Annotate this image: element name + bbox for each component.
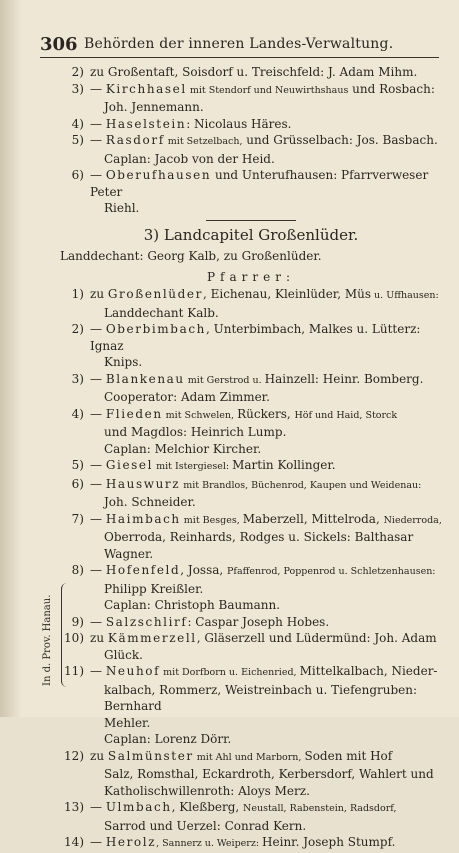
prev-chapter-entry	[60, 167, 442, 217]
entry-continuation: Knips.	[104, 355, 143, 369]
entry-number: 5)	[71, 133, 84, 147]
entry-text: —	[90, 322, 106, 336]
parish-name: Hauswurz	[105, 476, 181, 491]
entry-number: 5)	[71, 458, 84, 472]
entry-text: , Unterbimbach, Malkes u. Lütterz: Ignaz	[90, 322, 421, 353]
parish-name: Herolz	[105, 835, 157, 849]
parish-name: Salzschlirf	[105, 614, 188, 629]
filial-places: , Sannerz u. Weiperz:	[156, 838, 263, 849]
entry-number: 14)	[64, 835, 84, 849]
entry-text: Maberzell, Mittelroda,	[242, 511, 384, 526]
prev-chapter-entry	[60, 116, 442, 133]
parish-name: Oberbimbach	[105, 322, 206, 336]
parish-name: Kämmerzell	[107, 631, 197, 645]
pfarrer-entry	[60, 457, 442, 476]
entry-first-line	[60, 799, 442, 818]
filial-places: Neustall, Rabenstein, Radsdorf,	[243, 803, 397, 814]
entry-text: —	[90, 511, 106, 526]
pfarrer-entry	[60, 630, 442, 663]
parish-name: Giesel	[105, 458, 154, 472]
entry-number: 13)	[64, 800, 84, 814]
entry-text: zu	[90, 287, 108, 301]
pfarrer-entry	[60, 511, 442, 563]
entry-first-line	[60, 562, 442, 581]
filial-places: mit Dorfborn u. Eichenried,	[160, 667, 300, 678]
entry-text: Martin Kollinger.	[232, 458, 336, 472]
entry-continuation: Riehl.	[104, 201, 140, 215]
entry-text: —	[90, 800, 106, 814]
pfarrer-heading: Pfarrer:	[206, 269, 296, 284]
pfarrer-entry	[60, 799, 442, 834]
page-number: 306	[40, 34, 78, 55]
entry-text: —	[90, 81, 106, 96]
entry-number: 11)	[64, 664, 84, 678]
prev-chapter-entry	[60, 132, 442, 167]
entry-text: —	[90, 614, 106, 629]
filial-places: mit Gerstrod u.	[184, 374, 265, 386]
entry-continuation: Caplan: Jacob von der Heid.	[104, 151, 275, 166]
entry-continuation: Salz, Romsthal, Eckardroth, Kerbersdorf, Wahlert und	[104, 767, 434, 781]
entry-text: , Gläserzell und Lüdermünd: Joh. Adam	[196, 631, 437, 645]
entry-text: —	[90, 406, 106, 421]
entry-number: 2)	[71, 322, 84, 336]
page-gutter-shadow	[0, 0, 22, 717]
entry-text: Soden mit Hof	[304, 748, 393, 763]
entry-text: und Rosbach:	[348, 81, 435, 96]
entry-number: 10)	[64, 631, 84, 645]
filial-places: mit Besges,	[180, 514, 243, 526]
pfarrer-entry	[60, 406, 442, 458]
entry-first-line	[60, 663, 442, 682]
entry-continuation: Sarrod und Uerzel: Conrad Kern.	[104, 818, 307, 833]
entry-first-line	[60, 371, 442, 390]
prev-chapter-entry	[60, 81, 442, 116]
entry-first-line	[60, 614, 442, 631]
running-head: Behörden der inneren Landes-Verwaltung.	[84, 36, 394, 52]
entry-number: 3)	[71, 371, 84, 386]
parish-name: Ulmbach	[105, 800, 172, 814]
entry-continuation: Joh. Jennemann.	[104, 100, 204, 114]
entry-text: und Unterufhausen: Pfarrverweser Peter	[90, 168, 429, 199]
pfarrer-entry	[60, 834, 442, 853]
filial-places: mit Schwelen,	[162, 409, 238, 421]
parish-name: Großenlüder	[107, 287, 203, 301]
entry-text: , Kleßberg,	[171, 800, 244, 814]
entry-text: —	[90, 168, 106, 182]
filial-places: Höf und Haid, Storck	[294, 409, 398, 421]
entry-first-line	[60, 321, 442, 354]
pfarrer-entry	[60, 748, 442, 800]
entry-text: Rückers,	[237, 406, 295, 421]
pfarrer-entry	[60, 371, 442, 406]
entry-number: 8)	[71, 563, 84, 577]
parish-name: Salmünster	[107, 748, 194, 763]
entry-continuation: Katholischwillenroth: Aloys Merz.	[104, 783, 310, 798]
entry-first-line	[60, 81, 442, 100]
entry-first-line	[60, 748, 442, 767]
entry-continuation: Caplan: Christoph Baumann.	[104, 598, 281, 612]
entry-text: —	[90, 116, 106, 131]
header-rule	[40, 57, 439, 58]
pfarrer-entry	[60, 286, 442, 321]
entry-number: 4)	[71, 406, 84, 421]
filial-places: mit Setzelbach,	[164, 136, 243, 147]
filial-places: u. Uffhausen:	[371, 290, 439, 301]
entry-text: Heinr. Joseph Stumpf.	[262, 835, 396, 849]
parish-name: Flieden	[105, 406, 163, 421]
pfarrer-entry	[60, 562, 442, 614]
entry-text: : Nicolaus Häres.	[186, 116, 292, 131]
parish-name: Haselstein	[105, 116, 187, 131]
pfarrer-list	[60, 286, 442, 853]
pfarrer-entry	[60, 663, 442, 748]
entry-first-line	[60, 64, 442, 81]
margin-brace	[61, 583, 70, 687]
parish-name: Haimbach	[105, 511, 181, 526]
parish-name: Blankenau	[105, 371, 185, 386]
entry-text: , Eichenau, Kleinlüder, Müs	[202, 287, 372, 301]
entry-first-line	[60, 476, 442, 495]
parish-name: Hofenfeld	[105, 563, 181, 577]
entry-first-line	[60, 834, 442, 853]
entry-text: —	[90, 476, 106, 491]
entry-text: zu Großentaft, Soisdorf u. Treischfeld: J. Adam Mihm.	[90, 65, 418, 79]
entry-number: 2)	[71, 65, 84, 79]
entry-number: 7)	[71, 511, 84, 526]
entry-text: Mittelkalbach, Nieder-	[299, 664, 438, 678]
entry-text: und Grüsselbach: Jos. Basbach.	[242, 133, 438, 147]
entry-continuation: Caplan: Lorenz Dörr.	[104, 732, 232, 746]
page-header	[0, 0, 459, 56]
entry-continuation: Cooperator: Adam Zimmer.	[104, 390, 270, 404]
entry-first-line	[60, 630, 442, 647]
entry-text: Hainzell: Heinr. Bomberg.	[264, 371, 424, 386]
filial-places: mit Istergiesel:	[153, 461, 233, 472]
entry-text: , Jossa,	[180, 563, 228, 577]
parish-name: Rasdorf	[105, 133, 165, 147]
entry-text: zu	[90, 748, 108, 763]
entry-continuation: Joh. Schneider.	[104, 495, 196, 509]
entry-text: : Caspar Joseph Hobes.	[187, 614, 330, 629]
pfarrer-entry	[60, 476, 442, 511]
entry-continuation: und Magdlos: Heinrich Lump.	[104, 425, 287, 439]
entry-text: —	[90, 563, 106, 577]
entry-first-line	[60, 167, 442, 200]
entry-first-line	[60, 406, 442, 425]
entry-text: —	[90, 835, 106, 849]
parish-name: Neuhof	[105, 664, 161, 678]
entry-text: —	[90, 664, 106, 678]
entry-first-line	[60, 286, 442, 305]
pfarrer-entry	[60, 614, 442, 631]
filial-places: Niederroda,	[383, 514, 442, 526]
filial-places: Pfaffenrod, Poppenrod u. Schletzenhausen:	[227, 566, 436, 577]
entry-text: —	[90, 458, 106, 472]
entry-number: 12)	[64, 748, 84, 763]
section-title: 3) Landcapitel Großenlüder.	[143, 225, 359, 244]
entry-text: —	[90, 371, 106, 386]
parish-name: Oberufhausen	[105, 168, 212, 182]
entry-continuation: Philipp Kreißler.	[104, 581, 204, 596]
entry-first-line	[60, 457, 442, 476]
entry-number: 1)	[71, 287, 84, 301]
entry-continuation: Mehler.	[104, 715, 151, 730]
entry-text: —	[90, 133, 106, 147]
entry-number: 4)	[71, 116, 84, 131]
entry-number: 3)	[71, 81, 84, 96]
filial-places: mit Stendorf und Neuwirthshaus	[186, 84, 349, 96]
prev-chapter-entry	[60, 64, 442, 81]
landdechant-line: Landdechant: Georg Kalb, zu Großenlüder.	[60, 249, 322, 263]
entry-continuation: Oberroda, Reinhards, Rodges u. Sickels: Balthasar Wagner.	[104, 530, 414, 561]
previous-chapter-list	[60, 64, 442, 217]
parish-name: Kirchhasel	[105, 81, 187, 96]
pfarrer-entry	[60, 321, 442, 371]
filial-places: mit Ahl und Marborn,	[193, 751, 305, 763]
entry-number: 6)	[71, 168, 84, 182]
entry-continuation: kalbach, Rommerz, Weistreinbach u. Tiefengruben: Bernhard	[104, 682, 418, 713]
entry-continuation: Caplan: Melchior Kircher.	[104, 441, 262, 456]
entry-number: 9)	[71, 614, 84, 629]
page-body	[60, 64, 442, 853]
entry-continuation: Glück.	[104, 647, 143, 662]
filial-places: mit Brandlos, Büchenrod, Kaupen und Weidenau:	[180, 479, 422, 491]
entry-first-line	[60, 511, 442, 530]
entry-continuation: Landdechant Kalb.	[104, 305, 219, 320]
entry-first-line	[60, 132, 442, 151]
entry-number: 6)	[71, 476, 84, 491]
entry-text: zu	[90, 631, 108, 645]
section-divider	[206, 220, 296, 221]
margin-note: In d. Prov. Hanau.	[42, 594, 53, 686]
entry-first-line	[60, 116, 442, 133]
